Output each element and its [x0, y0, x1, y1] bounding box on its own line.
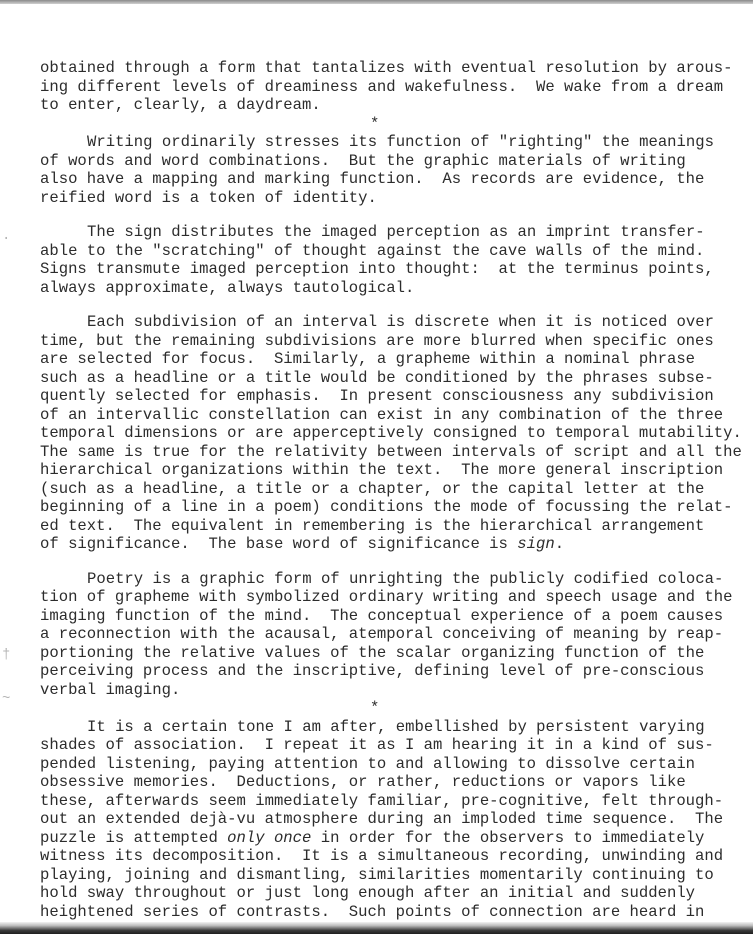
scan-bottom-edge [0, 922, 753, 934]
text-line: out an extended dejà-vu atmosphere during an imploded time sequence. The [40, 810, 724, 828]
paragraph-subdivision [40, 313, 752, 554]
text-line [40, 829, 752, 848]
text-line: obtained through a form that tantalizes with eventual resolution by arous- [40, 59, 733, 77]
text-line: always approximate, always tautological. [40, 278, 415, 297]
text-line: Signs transmute imaged perception into thought: at the terminus points, [40, 260, 714, 278]
section-break-asterisk: * [370, 699, 380, 717]
text-line: perceiving process and the inscriptive, defining level of pre-conscious [40, 662, 705, 680]
section-break-asterisk: * [370, 114, 380, 133]
text-fragment: of significance. The base word of significance is [40, 535, 518, 553]
text-line: Poetry is a graphic form of unrighting the publicly codified coloca- [87, 569, 724, 588]
text-line: quently selected for emphasis. In present consciousness any subdivision [40, 387, 714, 405]
text-line: playing, joining and dismantling, similarities momentarily continuing to [40, 865, 714, 884]
text-line: such as a headline or a title would be conditioned by the phrases subse- [40, 368, 714, 387]
text-line: Writing ordinarily stresses its function of "righting" the meanings [87, 133, 714, 151]
scan-speck-mark: ~ [2, 691, 11, 707]
text-line: also have a mapping and marking function. As records are evidence, the [40, 170, 705, 188]
italic-word-sign: sign [517, 535, 555, 553]
italic-phrase-only-once: only once [227, 828, 312, 847]
text-fragment: puzzle is attempted [40, 828, 228, 847]
text-line: hold sway throughout or just long enough after an initial and suddenly [40, 884, 696, 902]
text-line: hierarchical organizations within the text. The more general inscription [40, 461, 724, 479]
text-line: portioning the relative values of the scalar organizing function of the [40, 643, 705, 662]
scan-speck-mark: † [2, 647, 11, 663]
paragraph-sign [40, 223, 752, 297]
text-line: Each subdivision of an interval is discrete when it is noticed over [87, 313, 714, 331]
text-fragment: . [554, 535, 565, 553]
text-line: witness its decomposition. It is a simultaneous recording, unwinding and [40, 847, 724, 865]
text-line: tion of grapheme with symbolized ordinary writing and speech usage and the [40, 588, 733, 606]
paragraph-opening [40, 59, 752, 115]
text-line: It is a certain tone I am after, embellished by persistent varying [87, 717, 705, 736]
text-line: a reconnection with the acausal, atemporal conceiving of meaning by reap- [40, 625, 724, 643]
paragraph-writing [40, 133, 752, 207]
text-line: ing different levels of dreaminess and wakefulness. We wake from a dream [40, 77, 724, 96]
text-line: are selected for focus. Similarly, a grapheme within a nominal phrase [40, 350, 696, 368]
paragraph-tone [40, 718, 752, 922]
text-line: to enter, clearly, a daydream. [40, 96, 321, 114]
page-text-body [40, 59, 752, 921]
text-line: shades of association. I repeat it as I am hearing it in a kind of sus- [40, 736, 714, 754]
text-line: temporal dimensions or are apperceptively consigned to temporal mutability. [40, 424, 742, 442]
text-line: verbal imaging. [40, 680, 181, 699]
text-line: of an intervallic constellation can exist in any combination of the three [40, 405, 724, 424]
scan-top-edge [0, 0, 753, 4]
text-line: ed text. The equivalent in remembering is the hierarchical arrangement [40, 516, 705, 535]
text-line: The sign distributes the imaged perception as an imprint transfer- [87, 223, 705, 241]
text-line [40, 535, 752, 554]
text-line: reified word is a token of identity. [40, 188, 377, 207]
text-line: these, afterwards seem immediately familiar, pre-cognitive, felt through- [40, 791, 724, 810]
text-line: beginning of a line in a poem) conditions the mode of focussing the relat- [40, 498, 733, 516]
paragraph-poetry [40, 570, 752, 700]
text-line: obsessive memories. Deductions, or rather, reductions or vapors like [40, 773, 686, 791]
text-line: able to the "scratching" of thought against the cave walls of the mind. [40, 241, 705, 260]
scan-speck-mark: · [2, 231, 11, 247]
text-fragment: in order for the observers to immediately [311, 828, 705, 847]
text-line: of words and word combinations. But the graphic materials of writing [40, 151, 686, 170]
text-line: imaging function of the mind. The conceptual experience of a poem causes [40, 606, 724, 625]
text-line: pended listening, paying attention to and allowing to dissolve certain [40, 754, 696, 773]
text-line: The same is true for the relativity between intervals of script and all the [40, 442, 742, 461]
text-line: heightened series of contrasts. Such points of connection are heard in [40, 902, 705, 921]
text-line: (such as a headline, a title or a chapter, or the capital letter at the [40, 479, 705, 498]
text-line: time, but the remaining subdivisions are more blurred when specific ones [40, 331, 714, 350]
